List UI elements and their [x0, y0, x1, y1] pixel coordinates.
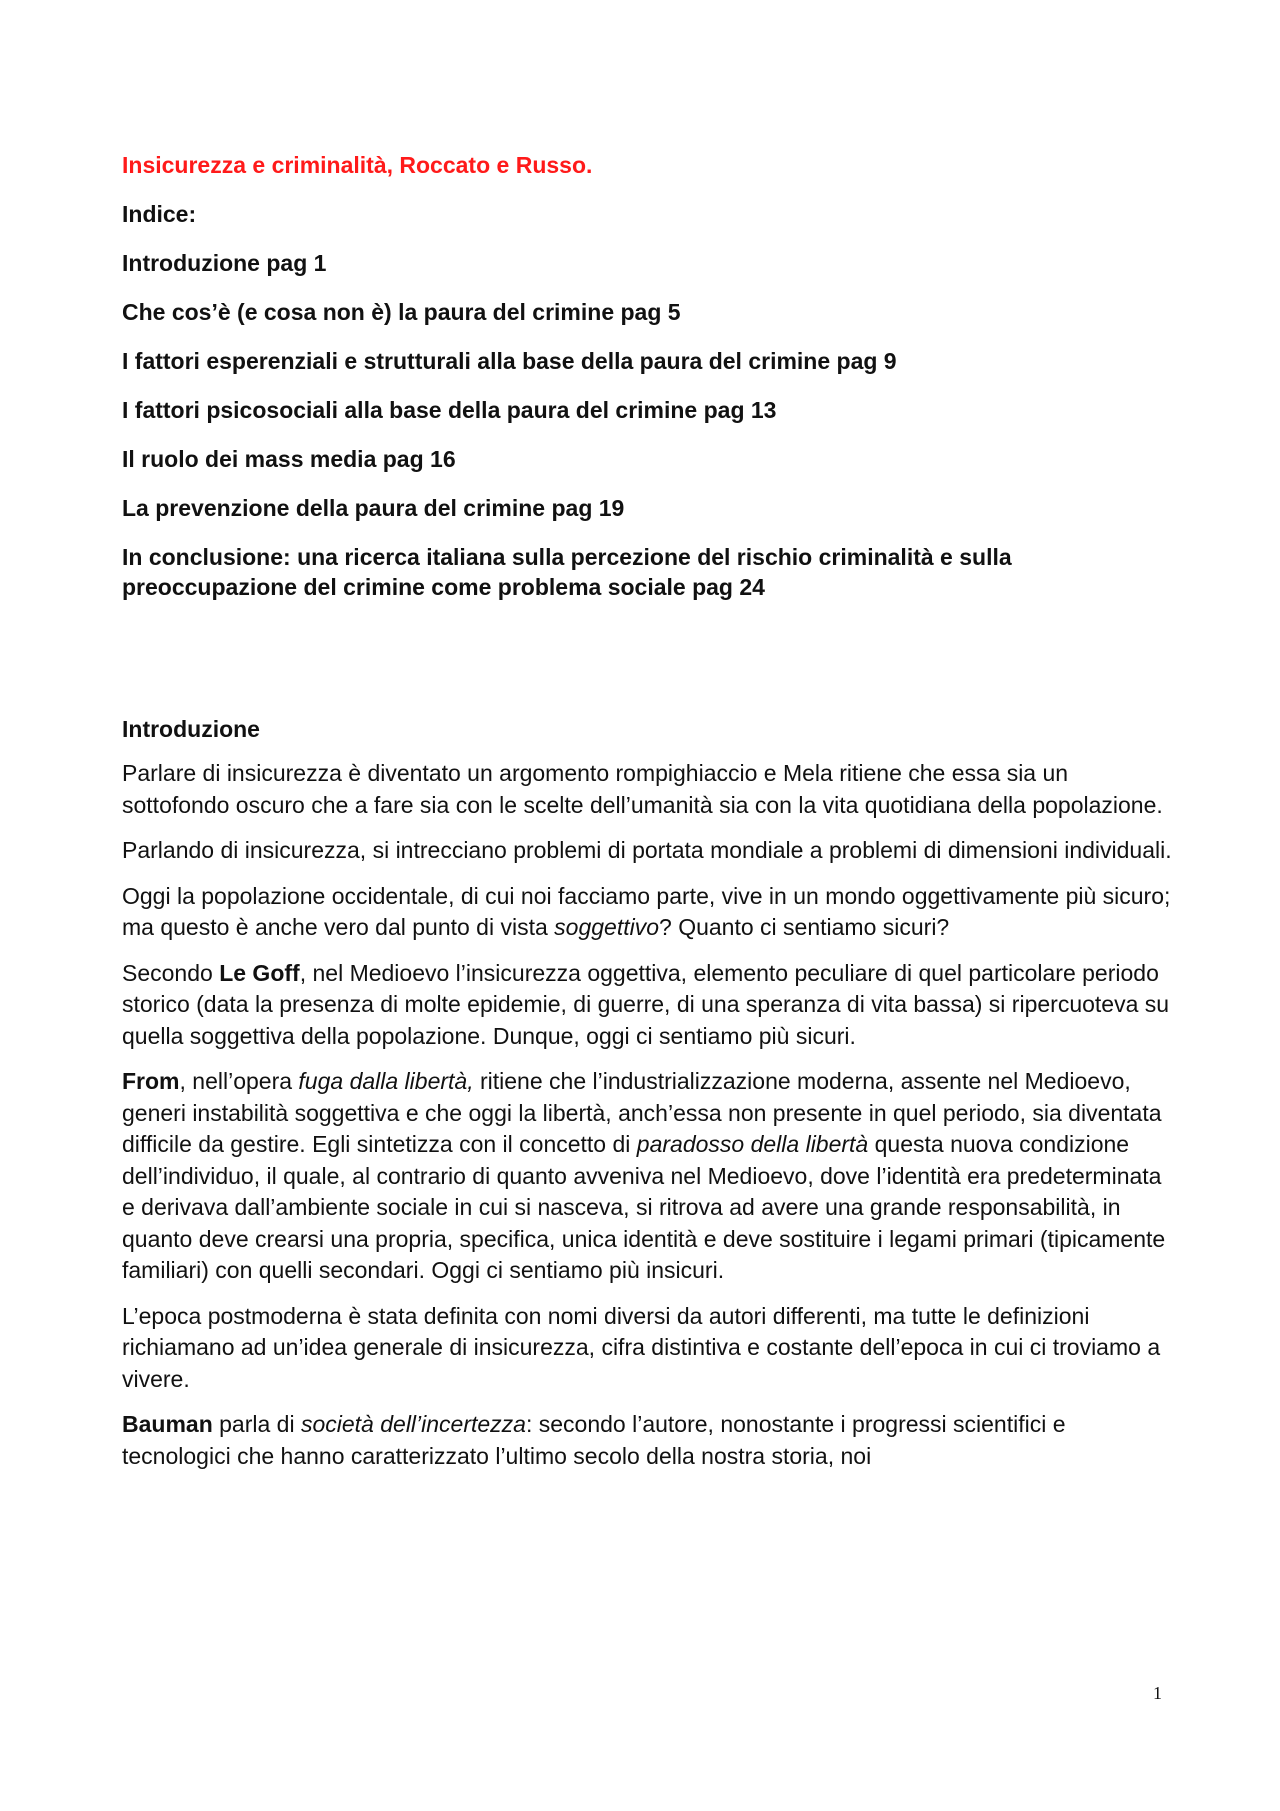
paragraph-text: : secondo l’autore, nonostante i progressi scientifici e tecnologici che hanno caratterizzato l’ultimo secolo della nostra storia, noi: [122, 1411, 1066, 1469]
author-name: Le Goff: [219, 959, 300, 986]
toc-item: I fattori psicosociali alla base della paura del crimine pag 13: [122, 397, 777, 423]
paragraph-text: parla di: [212, 1411, 301, 1437]
paragraph: Parlare di insicurezza è diventato un argomento rompighiaccio e Mela ritiene che essa sia un sottofondo oscuro che a fare sia con le scelte dell’umanità sia con la vita quotidiana della popolazione.: [122, 760, 1163, 818]
toc-item: La prevenzione della paura del crimine pag 19: [122, 495, 625, 521]
toc-item: Introduzione pag 1: [122, 250, 327, 276]
paragraph-text: , nel Medioevo l’insicurezza oggettiva, elemento peculiare di quel particolare periodo storico (data la presenza di molte epidemie, di guerre, di una speranza di vita bassa) si ripercuoteva su quella soggettiva della popolazione. Dunque, oggi ci sentiamo più sicuri.: [122, 959, 1170, 1049]
toc-item: Il ruolo dei mass media pag 16: [122, 446, 456, 472]
paragraph: [122, 1409, 1172, 1472]
paragraph-text: Oggi la popolazione occidentale, di cui noi facciamo parte, vive in un mondo oggettivamente più sicuro; ma questo è anche vero dal punto di vista: [122, 882, 1171, 940]
emphasis-text: fuga dalla libertà,: [298, 1068, 474, 1094]
document-title: Insicurezza e criminalità, Roccato e Russo.: [122, 152, 593, 178]
table-of-contents: [122, 248, 1172, 602]
paragraph: [122, 1066, 1172, 1287]
paragraph: [122, 881, 1172, 944]
paragraph-text: questa nuova condizione dell’individuo, il quale, al contrario di quanto avveniva nel Medioevo, dove l’identità era predeterminata e derivava dall’ambiente sociale in cui si nasceva, si ritrova ad avere una grande responsabilità, in quanto deve crearsi una propria, specifica, unica identità e deve sostituire i legami primari (tipicamente familiari) con quelli secondari. Oggi ci sentiamo più insicuri.: [122, 1131, 1166, 1283]
paragraph: L’epoca postmoderna è stata definita con nomi diversi da autori differenti, ma tutte le definizioni richiamano ad un’idea generale di insicurezza, cifra distintiva e costante dell’epoca in cui ci troviamo a vivere.: [122, 1302, 1161, 1392]
paragraph: [122, 958, 1172, 1053]
emphasis-text: paradosso della libertà: [636, 1131, 869, 1157]
toc-item: Che cos’è (e cosa non è) la paura del crimine pag 5: [122, 299, 681, 325]
emphasis-text: soggettivo: [554, 914, 660, 940]
toc-item: I fattori esperenziali e strutturali alla base della paura del crimine pag 9: [122, 348, 897, 374]
section-heading-introduzione: Introduzione: [122, 716, 260, 742]
toc-heading: Indice:: [122, 201, 197, 227]
author-name: Bauman: [122, 1411, 213, 1437]
toc-item: In conclusione: una ricerca italiana sulla percezione del rischio criminalità e sulla preoccupazione del crimine come problema sociale pag 24: [122, 544, 1012, 600]
emphasis-text: società dell’incertezza: [300, 1411, 526, 1437]
paragraph-text: , nell’opera: [179, 1068, 299, 1094]
paragraph-text: ? Quanto ci sentiamo sicuri?: [659, 914, 950, 940]
page-number: 1: [1153, 1683, 1162, 1703]
paragraph-text: Secondo: [122, 959, 220, 986]
paragraph-text: ritiene che l’industrializzazione moderna, assente nel Medioevo, generi instabilità soggettiva e che oggi la libertà, anch’essa non presente in quel periodo, sia diventata difficile da gestire. Egli sintetizza con il concetto di: [122, 1068, 1162, 1157]
paragraph: Parlando di insicurezza, si intrecciano problemi di portata mondiale a problemi di dimensioni individuali.: [122, 837, 1172, 863]
author-name: From: [122, 1068, 180, 1094]
page-content: [122, 150, 1172, 1486]
